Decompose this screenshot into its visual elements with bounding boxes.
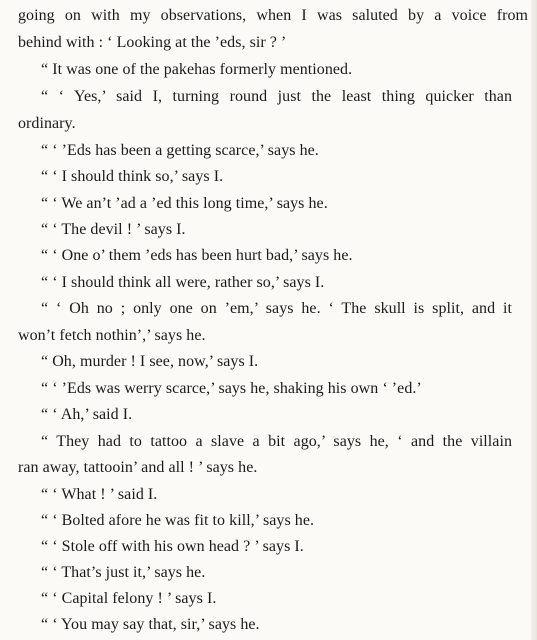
text-line: “ ‘ Capital felony ! ’ says I. [41,590,217,607]
text-line: ran away, tattooin’ and all ! ’ says he. [18,459,258,476]
page-edge-shadow [531,0,537,640]
text-line: “ ‘ Yes,’ said I, turning round just the least thing quicker than [41,88,512,105]
text-line: behind with : ‘ Looking at the ’eds, sir ? ’ [18,34,287,51]
text-line: “ ‘ Bolted afore he was fit to kill,’ says he. [41,512,315,529]
text-line: “ Oh, murder ! I see, now,’ says I. [41,353,259,370]
text-line: “ ‘ We an’t ’ad a ’ed this long time,’ says he. [41,195,328,212]
text-line: “ ‘ Oh no ; only one on ’em,’ says he. ‘ The skull is split, and it [41,300,512,317]
text-line: “ ‘ What ! ’ said I. [41,486,158,503]
text-line: “ ‘ That’s just it,’ says he. [41,564,206,581]
text-line: going on with my observations, when I was saluted by a voice from [18,7,528,24]
text-line: “ ‘ I should think all were, rather so,’ says I. [41,274,325,291]
text-line: “ ‘ ’Eds has been a getting scarce,’ says he. [41,142,319,159]
text-line: “ ‘ I should think so,’ says I. [41,168,224,185]
text-line: won’t fetch nothin’,’ says he. [18,327,206,344]
text-line: “ ‘ Stole off with his own head ? ’ says I. [41,538,304,555]
text-line: “ ‘ Ah,’ said I. [41,406,133,423]
text-line: “ ‘ The devil ! ’ says I. [41,221,186,238]
text-line: “ It was one of the pakehas formerly mentioned. [41,61,353,78]
text-line: “ They had to tattoo a slave a bit ago,’ says he, ‘ and the villain [41,433,512,450]
text-line: “ ‘ One o’ them ’eds has been hurt bad,’ says he. [41,247,353,264]
text-line: “ ‘ ’Eds was werry scarce,’ says he, shaking his own ‘ ’ed.’ [41,380,422,397]
text-line: “ ‘ You may say that, sir,’ says he. [41,616,260,633]
text-line: ordinary. [18,115,76,132]
